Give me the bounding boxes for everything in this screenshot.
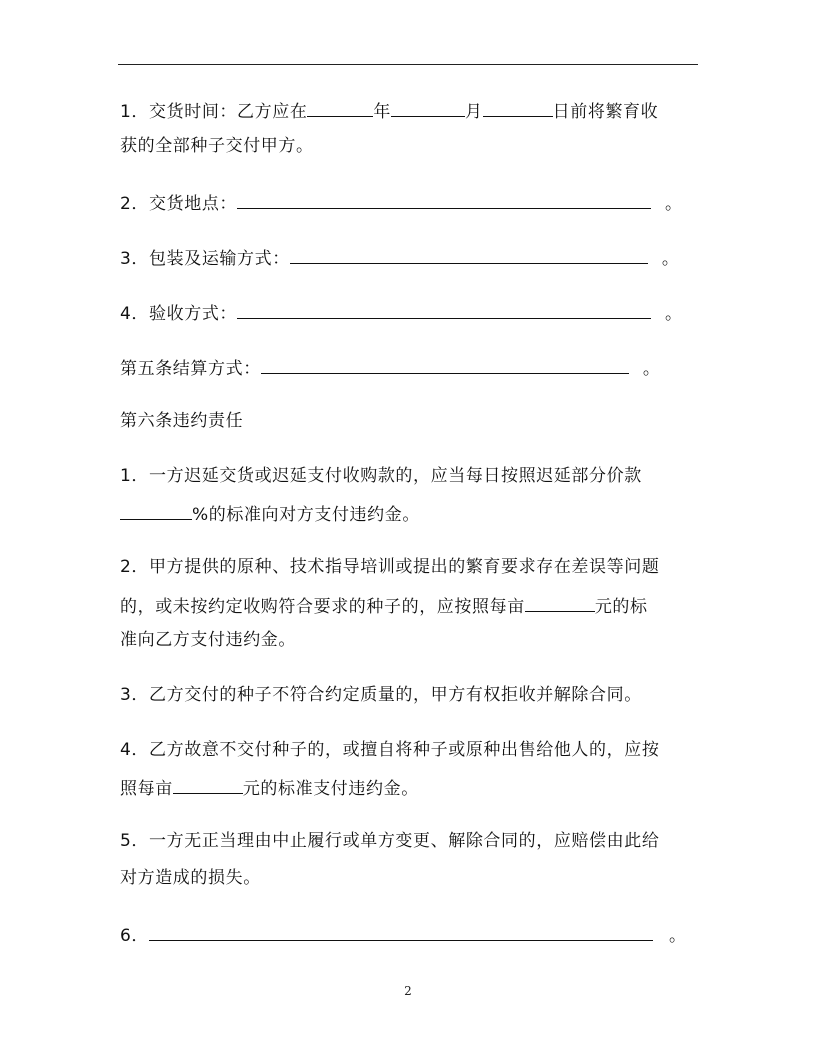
delivery-month-blank	[391, 99, 465, 117]
header-rule	[118, 64, 698, 65]
end-mark: 。	[665, 194, 683, 214]
delivery-time-suffix: 日前将繁育收	[552, 102, 659, 122]
article-5-line	[120, 356, 660, 379]
liability-2-text: 2．甲方提供的原种、技术指导培训或提出的繁育要求存在差误等问题	[120, 557, 660, 577]
liability-6-line	[120, 923, 687, 946]
delivery-month-label: 月	[465, 102, 483, 122]
packaging-blank	[290, 246, 648, 264]
liability-2-continuation: 准向乙方支付违约金。	[120, 630, 296, 650]
liability-4-text: 4．乙方故意不交付种子的，或擅自将种子或原种出售给他人的，应按	[120, 740, 660, 760]
delivery-place-line	[120, 191, 683, 214]
liability-1-line-2	[120, 502, 420, 525]
liability-1-suffix: %的标准向对方支付违约金。	[192, 505, 420, 525]
end-mark: 。	[642, 359, 661, 379]
liability-1-text: 1．一方迟延交货或迟延支付收购款的，应当每日按照迟延部分价款	[120, 466, 642, 486]
acceptance-label: 4．验收方式：	[120, 304, 238, 324]
packaging-label: 3．包装及运输方式：	[120, 249, 290, 269]
liability-6-blank	[149, 923, 653, 941]
acceptance-line	[120, 301, 683, 324]
delivery-place-blank	[237, 191, 651, 209]
end-mark: 。	[661, 249, 680, 269]
settlement-blank	[261, 356, 629, 374]
liability-3-line	[120, 685, 642, 705]
article-6-title-text: 第六条违约责任	[120, 411, 244, 431]
liability-2-line-1	[120, 557, 659, 577]
delivery-time-continuation: 获的全部种子交付甲方。	[120, 136, 314, 156]
liability-5-continuation: 对方造成的损失。	[120, 868, 261, 888]
packaging-line	[120, 246, 679, 269]
delivery-year-label: 年	[373, 102, 392, 122]
delivery-place-label: 2．交货地点：	[120, 194, 238, 214]
article-6-title	[120, 411, 243, 431]
per-mu-amount-blank	[525, 594, 595, 612]
end-mark: 。	[665, 304, 683, 324]
liability-2-line-3	[120, 630, 296, 650]
liability-5-line-1	[120, 831, 659, 851]
end-mark: 。	[669, 926, 687, 946]
delivery-day-blank	[483, 99, 553, 117]
page-number: 2	[404, 984, 412, 998]
liability-2-line-2	[120, 594, 648, 617]
liability-4-line-1	[120, 740, 659, 760]
delivery-year-blank	[307, 99, 373, 117]
delivery-time-line-1	[120, 99, 658, 122]
liability-3-text: 3．乙方交付的种子不符合约定质量的，甲方有权拒收并解除合同。	[120, 685, 642, 705]
liability-2-suffix: 元的标	[594, 597, 648, 617]
per-mu-amount-blank-2	[173, 776, 243, 794]
liability-2-prefix: 的，或未按约定收购符合要求的种子的，应按照每亩	[120, 597, 525, 617]
liability-4-prefix: 照每亩	[120, 779, 173, 799]
article-5-label: 第五条结算方式：	[120, 359, 261, 379]
liability-4-suffix: 元的标准支付违约金。	[242, 779, 419, 799]
liability-5-line-2	[120, 868, 261, 888]
liability-1-line-1	[120, 466, 642, 486]
liability-6-label: 6．	[120, 926, 150, 946]
liability-5-text: 5．一方无正当理由中止履行或单方变更、解除合同的，应赔偿由此给	[120, 831, 660, 851]
delivery-time-line-2	[120, 136, 314, 156]
acceptance-blank	[237, 301, 651, 319]
delivery-time-prefix: 1．交货时间：乙方应在	[120, 102, 308, 122]
liability-4-line-2	[120, 776, 419, 799]
penalty-rate-blank	[120, 502, 192, 520]
